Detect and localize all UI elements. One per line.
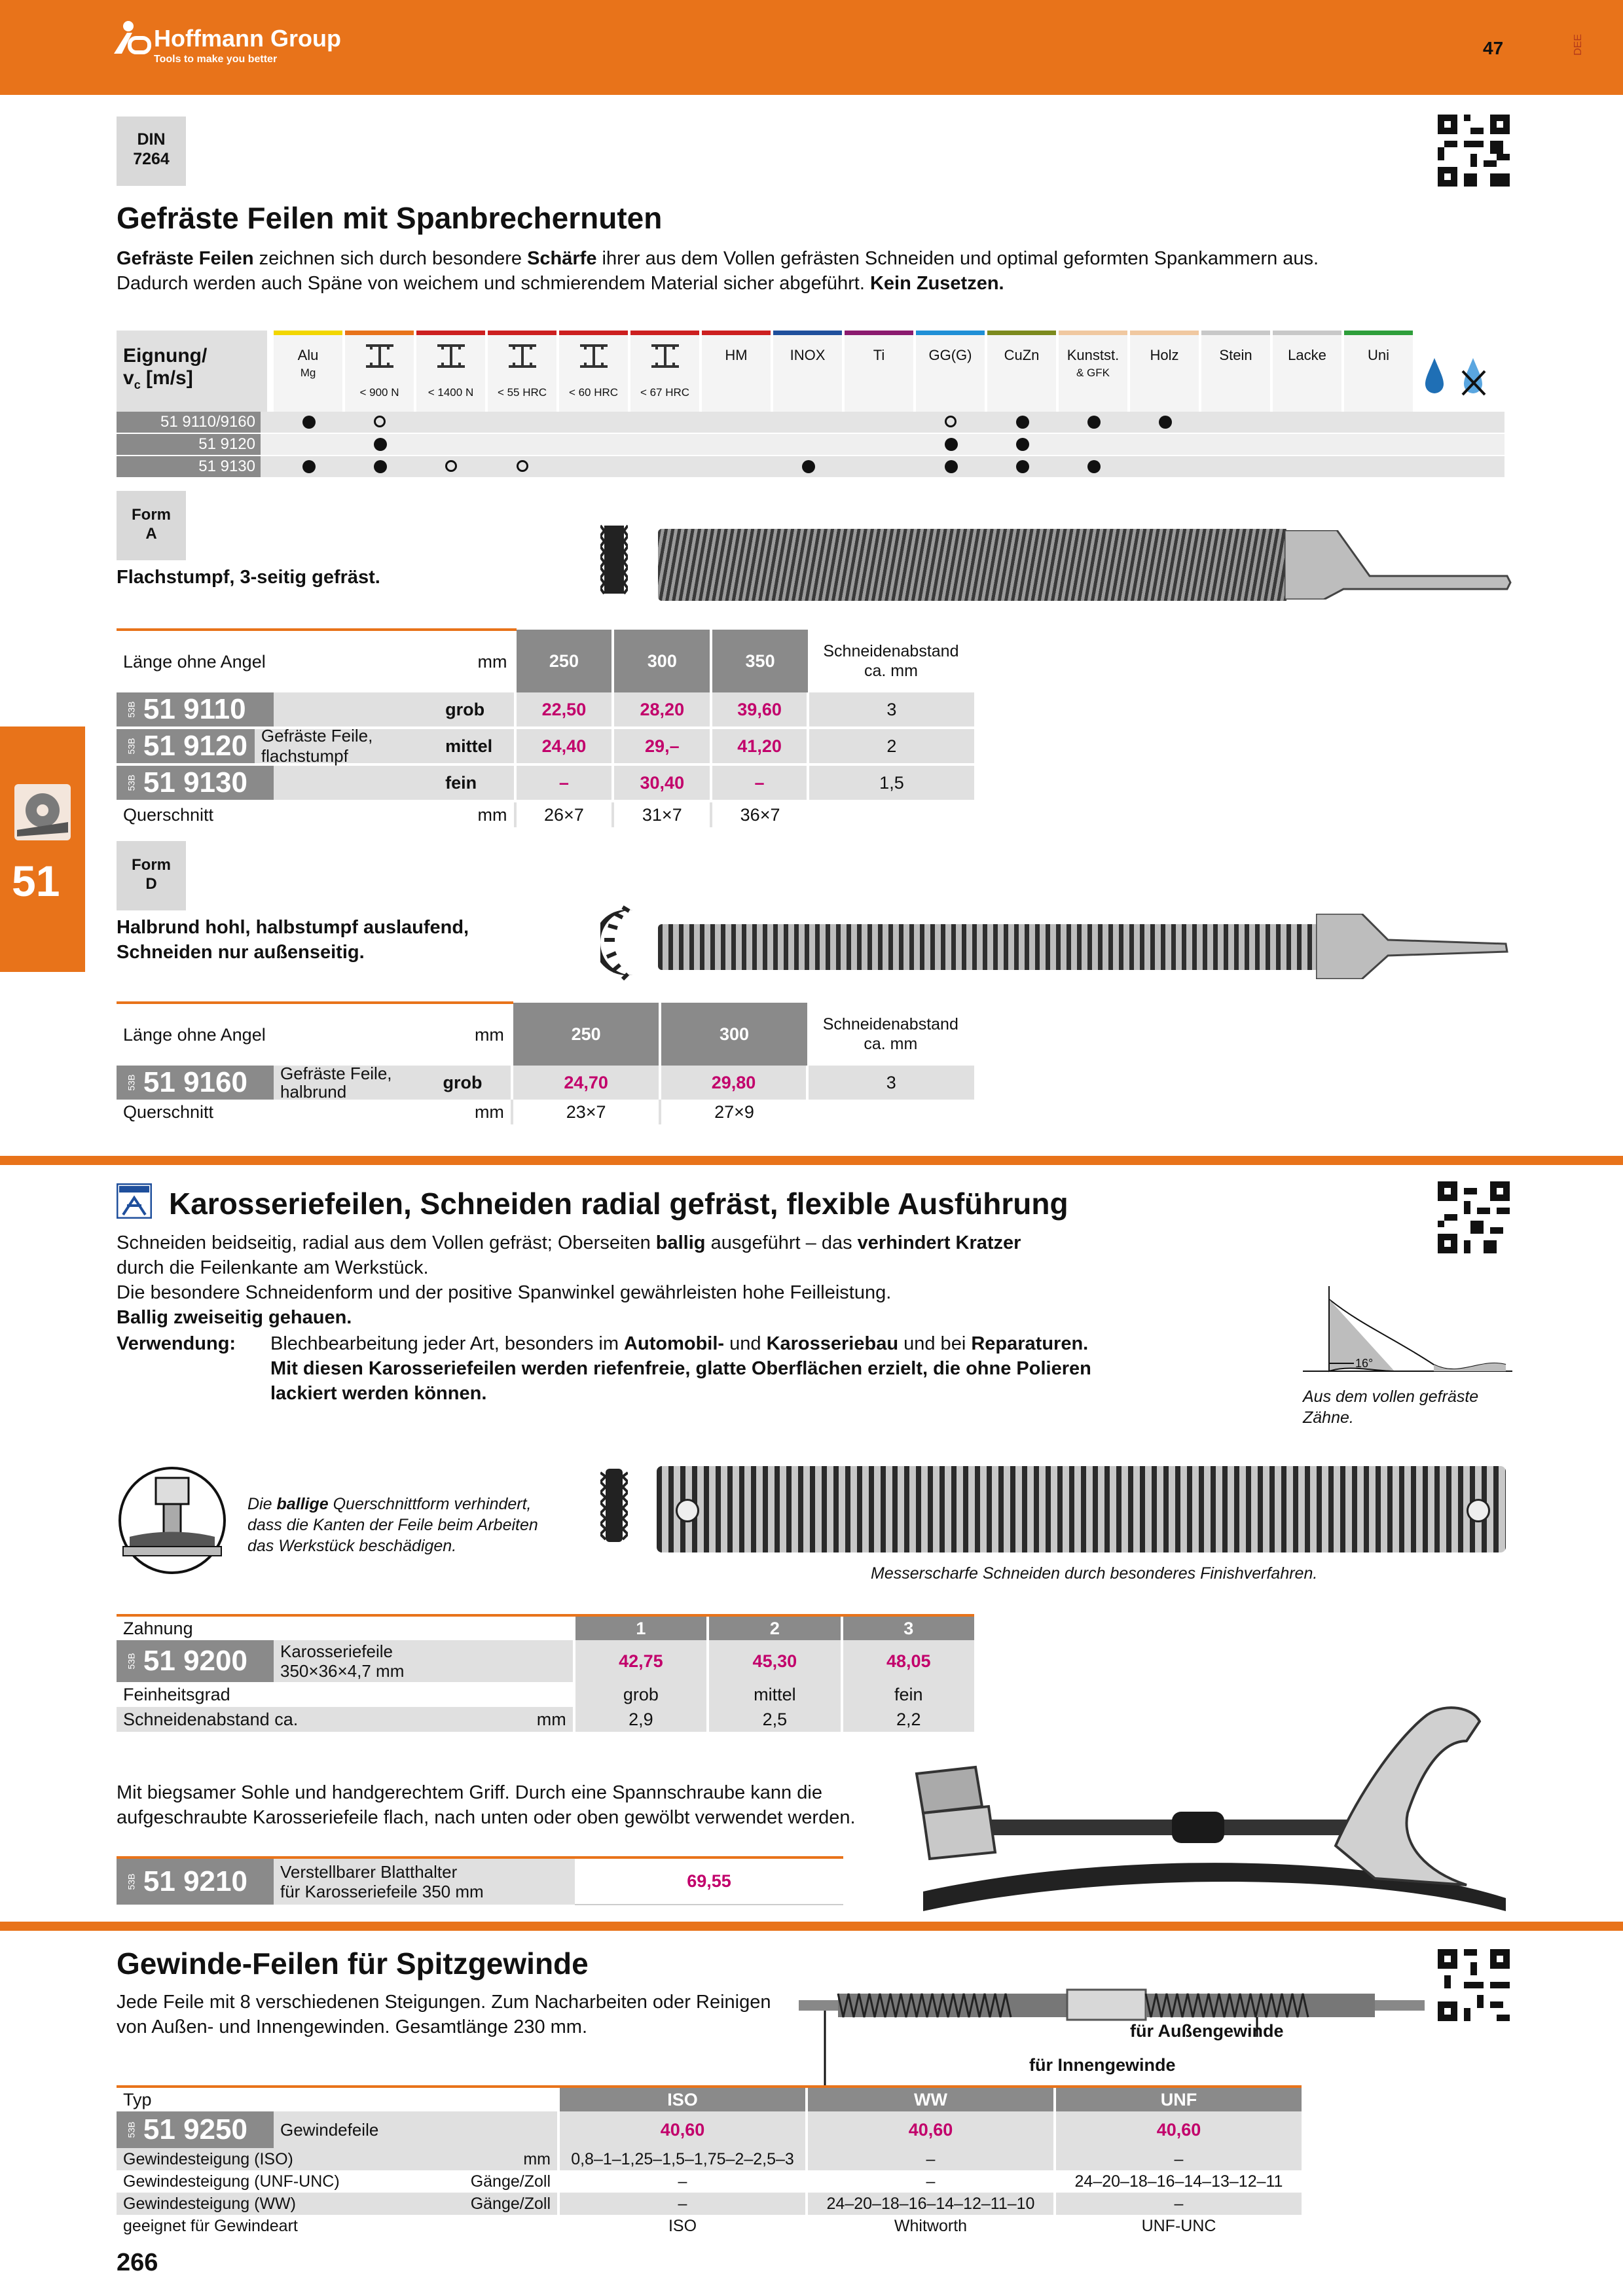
suitable-dot-icon — [945, 438, 958, 451]
table-row[interactable] — [117, 764, 974, 801]
form-d-letter: D — [145, 875, 157, 893]
fein-label: Feinheitsgrad — [123, 1684, 230, 1704]
size-250: 250 — [515, 630, 613, 692]
table-row — [117, 2170, 1302, 2193]
suitability-col-sub: < 60 HRC — [568, 386, 619, 399]
size-350: 350 — [711, 630, 808, 692]
thread-row-value: – — [1055, 2193, 1302, 2215]
suitability-col-sub: < 900 N — [359, 386, 399, 399]
thread-row-value: – — [807, 2170, 1055, 2193]
holder-name-line2: für Karosseriefeile 350 mm — [280, 1882, 484, 1901]
cross-section-250: 23×7 — [512, 1100, 660, 1124]
spacing-value: 3 — [808, 692, 974, 728]
article-prefix: 53B — [126, 774, 137, 791]
suitability-col-sub: & GFK — [1076, 367, 1110, 379]
article-cell[interactable] — [117, 764, 439, 801]
body-file-hole-left — [676, 1499, 699, 1522]
article-number-9250: 51 9250 — [143, 2113, 247, 2145]
article-cell[interactable] — [117, 1066, 436, 1100]
article-cell-9200[interactable] — [117, 1640, 574, 1682]
half-round-file-tang-image — [1316, 914, 1512, 982]
price-9200-2: 45,30 — [708, 1640, 841, 1682]
article-number: 51 9120 — [143, 730, 247, 762]
suitable-dot-icon — [1016, 438, 1029, 451]
suitability-col-name: GG(G) — [928, 347, 972, 363]
section3-title: Gewinde-Feilen für Spitzgewinde — [117, 1946, 589, 1981]
form-d-description — [117, 915, 469, 965]
cut-grade: grob — [439, 692, 515, 728]
suitability-column — [773, 331, 842, 416]
suitability-column — [1130, 331, 1199, 416]
article-number: 51 9110 — [143, 693, 246, 725]
s2-bold-ballig-zweiseitig: Ballig zweiseitig gehauen. — [117, 1307, 352, 1328]
article-cell[interactable] — [117, 692, 439, 728]
din-label: DIN — [137, 130, 166, 149]
tooth-caption-line1: Aus dem vollen gefräste — [1303, 1388, 1479, 1406]
suitability-col-name: Alu — [297, 347, 319, 363]
inner-thread-label: für Innengewinde — [1029, 2055, 1176, 2075]
suitability-column — [1344, 331, 1413, 416]
table-row[interactable] — [117, 692, 974, 728]
holder-text-line2: aufgeschraubte Karosseriefeile flach, nach unten oder oben gewölbt verwendet werden. — [117, 1807, 856, 1828]
body-file-hole-right — [1467, 1499, 1490, 1522]
suitability-label-unit: [m/s] — [140, 367, 193, 389]
price-250: 24,70 — [512, 1066, 660, 1100]
form-d-label: Form — [132, 856, 171, 874]
use-line-3: lackiert werden können. — [270, 1383, 487, 1404]
abstand-label-cell — [117, 1707, 574, 1732]
use-bold-reparaturen: Reparaturen. — [971, 1333, 1089, 1354]
suitability-column — [1201, 331, 1270, 416]
article-number: 51 9130 — [143, 766, 247, 798]
flat-file-profile-icon — [600, 520, 628, 602]
price-9200-3: 48,05 — [842, 1640, 974, 1682]
article-prefix: 53B — [126, 738, 137, 755]
size-300: 300 — [613, 630, 711, 692]
suitability-column — [987, 331, 1056, 416]
price-9210: 69,55 — [575, 1857, 843, 1905]
product-name-9200-line1: Karosseriefeile — [280, 1641, 393, 1661]
cross-section-unit: mm — [474, 1102, 504, 1122]
abstand-label: Schneidenabstand ca. — [123, 1709, 299, 1729]
spacing-value: 1,5 — [808, 764, 974, 801]
din-number: 7264 — [133, 150, 170, 168]
thread-row-value: 0,8–1–1,25–1,5–1,75–2–2,5–3 — [558, 2148, 807, 2170]
holder-name-line1: Verstellbarer Blatthalter — [280, 1862, 458, 1882]
suitable-dot-icon — [1159, 416, 1172, 429]
cross-section-300: 27×9 — [660, 1100, 807, 1124]
conditional-ring-icon — [374, 416, 386, 427]
chapter-tab[interactable] — [0, 726, 85, 972]
body-file-caption: Messerscharfe Schneiden durch besonderes Finishverfahren. — [871, 1564, 1318, 1583]
product-name: Gefräste Feile, flachstumpf — [261, 726, 373, 766]
body-file-table — [117, 1614, 974, 1732]
ballig-caption-rest1: Querschnittform verhindert, — [328, 1495, 532, 1513]
use-line-2: Mit diesen Karosseriefeilen werden riefenfreie, glatte Oberflächen erzielt, die ohne Polieren — [270, 1358, 1091, 1379]
price-cell: – — [515, 764, 613, 801]
suitability-col-name: Kunstst. — [1067, 347, 1120, 363]
article-number-9200: 51 9200 — [143, 1645, 247, 1677]
suitability-col-name: HM — [725, 347, 748, 363]
tooth-angle-diagram — [1303, 1280, 1512, 1381]
suitability-row — [117, 412, 1504, 433]
holder-text-line1: Mit biegsamer Sohle und handgerechtem Griff. Durch eine Spannschraube kann die — [117, 1782, 822, 1803]
cut-grade: grob — [436, 1066, 511, 1100]
form-d-desc-line1: Halbrund hohl, halbstumpf auslaufend, — [117, 917, 469, 938]
conditional-ring-icon — [517, 460, 528, 472]
form-a-table — [117, 628, 974, 827]
suitability-col-name: Lacke — [1288, 347, 1326, 363]
thread-row-value: – — [1055, 2148, 1302, 2170]
price-300: 29,80 — [660, 1066, 807, 1100]
i-beam-icon — [650, 343, 680, 372]
thread-file-image — [799, 1977, 1427, 2098]
suitability-row — [117, 456, 1504, 477]
use-label: Verwendung: — [117, 1333, 236, 1354]
suitable-dot-icon — [945, 460, 958, 473]
i-beam-icon — [507, 343, 538, 372]
suitability-column — [416, 331, 485, 416]
suitable-dot-icon — [1087, 460, 1101, 473]
article-cell-9210[interactable] — [117, 1857, 575, 1905]
i-beam-icon — [579, 343, 609, 372]
section2-title: Karosseriefeilen, Schneiden radial gefräst, flexible Ausführung — [169, 1187, 1068, 1221]
table-row — [117, 2215, 1302, 2237]
conditional-ring-icon — [945, 416, 957, 427]
suitability-col-sub: Mg — [300, 367, 316, 379]
price-9200-1: 42,75 — [574, 1640, 708, 1682]
article-prefix: 53B — [126, 1074, 137, 1091]
thread-row-value: 24–20–18–16–14–13–12–11 — [1055, 2170, 1302, 2193]
suitability-col-sub: < 67 HRC — [640, 386, 690, 399]
cut-grade: mittel — [439, 728, 515, 764]
length-unit: mm — [439, 630, 515, 692]
article-prefix-9210: 53B — [126, 1873, 137, 1890]
price-unf: 40,60 — [1055, 2111, 1302, 2148]
suitability-column — [845, 331, 913, 416]
form-d-desc-line2: Schneiden nur außenseitig. — [117, 942, 365, 963]
table-row — [117, 2193, 1302, 2215]
s2-text-1c: ausgeführt – das — [705, 1232, 858, 1253]
flat-file-image — [658, 529, 1286, 601]
section2-description — [117, 1230, 1230, 1330]
holder-description — [117, 1780, 902, 1830]
price-cell: 41,20 — [711, 728, 808, 764]
intro-bold-3: Kein Zusetzen. — [869, 273, 1004, 294]
product-name-line2: halbrund — [280, 1082, 347, 1102]
abstand-3: 2,2 — [842, 1707, 974, 1732]
suitability-label-line1: Eignung/ — [123, 345, 208, 367]
suitability-row-label: 51 9120 — [117, 434, 261, 455]
suitable-dot-icon — [1016, 416, 1029, 429]
conditional-ring-icon — [445, 460, 457, 472]
type-iso: ISO — [558, 2087, 807, 2111]
cross-section-value: 36×7 — [711, 801, 808, 827]
thread-row-value: ISO — [558, 2215, 807, 2237]
price-cell: 29,– — [613, 728, 711, 764]
form-d-badge — [117, 841, 186, 910]
suitability-row-label: 51 9130 — [117, 456, 261, 477]
s2-bold-kratzer: verhindert Kratzer — [857, 1232, 1021, 1253]
section-divider-1 — [0, 1156, 1623, 1165]
tooth-caption — [1303, 1386, 1478, 1428]
language-code: DEE — [1573, 34, 1584, 56]
spacing-header: Schneidenabstand ca. mm — [823, 642, 959, 680]
intro-text-3: Dadurch werden auch Späne von weichem und schmierendem Material sicher abgeführt. — [117, 273, 870, 294]
abstand-2: 2,5 — [708, 1707, 841, 1732]
suitability-row-label: 51 9110/9160 — [117, 412, 261, 433]
cross-section-unit: mm — [477, 804, 507, 825]
thread-row-value: 24–20–18–16–14–12–11–10 — [807, 2193, 1055, 2215]
suitability-column — [702, 331, 771, 416]
intro-bold-1: Gefräste Feilen — [117, 248, 254, 269]
intro-bold-2: Schärfe — [527, 248, 597, 269]
product-name-9250: Gewindefeile — [280, 2119, 379, 2140]
brand-logo[interactable] — [154, 25, 341, 65]
cut-grade: fein — [439, 764, 515, 801]
suitability-col-name: CuZn — [1004, 347, 1040, 363]
dry-drop-icon — [1459, 357, 1487, 399]
cross-section-row — [117, 801, 974, 827]
saw-blade-icon — [14, 784, 71, 840]
price-cell: 24,40 — [515, 728, 613, 764]
suitability-col-sub: < 55 HRC — [497, 386, 547, 399]
suitability-column — [630, 331, 699, 416]
ballig-caption-rest3: das Werkstück beschädigen. — [247, 1537, 457, 1555]
form-a-letter: A — [145, 525, 157, 543]
zahnung-3: 3 — [842, 1615, 974, 1640]
ballig-caption-rest2: dass die Kanten der Feile beim Arbeiten — [247, 1516, 538, 1534]
qr-code-icon-3[interactable] — [1438, 1949, 1510, 2021]
suitability-col-name: Holz — [1150, 347, 1179, 363]
fein-3: fein — [842, 1682, 974, 1707]
thread-row-unit: Gänge/Zoll — [470, 2172, 551, 2191]
suitability-label-v: v — [123, 367, 134, 389]
s2-text-2: durch die Feilenkante am Werkstück. — [117, 1257, 429, 1278]
section1-title: Gefräste Feilen mit Spanbrechernuten — [117, 201, 663, 235]
abstand-unit: mm — [536, 1709, 566, 1729]
suitable-dot-icon — [1087, 416, 1101, 429]
page-number-bottom: 266 — [117, 2249, 158, 2276]
article-prefix-9200: 53B — [126, 1653, 137, 1670]
typ-label: Typ — [117, 2087, 558, 2111]
abstand-1: 2,9 — [574, 1707, 708, 1732]
empty-cell — [808, 801, 974, 827]
price-iso: 40,60 — [558, 2111, 807, 2148]
use-text-c: und — [724, 1333, 767, 1354]
suitability-col-name: INOX — [790, 347, 826, 363]
size-d-300: 300 — [660, 1003, 807, 1066]
thread-row-value: UNF-UNC — [1055, 2215, 1302, 2237]
suitability-column — [1059, 331, 1127, 416]
cross-section-value: 31×7 — [613, 801, 711, 827]
suitability-column — [488, 331, 556, 416]
price-cell: 39,60 — [711, 692, 808, 728]
use-text-a: Blechbearbeitung jeder Art, besonders im — [270, 1333, 625, 1354]
suitable-dot-icon — [802, 460, 815, 473]
thread-row-unit — [426, 2215, 558, 2237]
section3-description — [117, 1990, 804, 2039]
use-bold-karosseriebau: Karosseriebau — [766, 1333, 899, 1354]
dealer-icon — [117, 1183, 152, 1222]
suitable-dot-icon — [374, 460, 387, 473]
empty-cell — [807, 1100, 974, 1124]
price-cell: 30,40 — [613, 764, 711, 801]
section1-intro — [117, 246, 1360, 296]
suitability-col-name: Uni — [1367, 347, 1389, 363]
outer-thread-label: für Außengewinde — [1130, 2021, 1284, 2041]
suitable-dot-icon — [1016, 460, 1029, 473]
price-cell: – — [711, 764, 808, 801]
use-text-e: und bei — [898, 1333, 972, 1354]
suitability-label — [123, 345, 207, 396]
section-divider-2 — [0, 1922, 1623, 1931]
brand-name: Hoffmann Group — [154, 25, 341, 52]
use-text — [270, 1331, 1252, 1406]
use-bold-automobil: Automobil- — [624, 1333, 725, 1354]
thread-row-value: – — [558, 2193, 807, 2215]
suitable-dot-icon — [302, 460, 316, 473]
form-d-table — [117, 1001, 974, 1124]
spacing-value: 3 — [807, 1066, 974, 1100]
type-unf: UNF — [1055, 2087, 1302, 2111]
article-prefix-9250: 53B — [126, 2121, 137, 2138]
fein-1: grob — [574, 1682, 708, 1707]
suitability-row — [117, 434, 1504, 455]
flat-file-tang-image — [1285, 530, 1514, 603]
zahnung-2: 2 — [708, 1615, 841, 1640]
body-file-image — [657, 1466, 1506, 1552]
cross-section-value: 26×7 — [515, 801, 613, 827]
length-label-d: Länge ohne Angel — [117, 1003, 436, 1066]
thread-row-label: Gewindesteigung (WW) — [117, 2193, 426, 2215]
article-cell[interactable] — [117, 728, 439, 764]
tooth-caption-line2: Zähne. — [1303, 1408, 1354, 1427]
angle-label: 16° — [1355, 1357, 1374, 1370]
suitability-col-name: Ti — [873, 347, 885, 363]
ballig-caption-pre: Die — [247, 1495, 277, 1513]
table-row[interactable] — [117, 728, 974, 764]
thread-row-unit: Gänge/Zoll — [426, 2193, 558, 2215]
thread-file-table — [117, 2085, 1302, 2237]
intro-text-2: ihrer aus dem Vollen gefrästen Schneiden und optimal geformten Spankammern aus. — [596, 248, 1319, 269]
chapter-number: 51 — [12, 857, 60, 905]
suitable-dot-icon — [302, 416, 316, 429]
form-a-description: Flachstumpf, 3-seitig gefräst. — [117, 567, 380, 588]
s2-text-3: Die besondere Schneidenform und der positive Spanwinkel gewährleisten hohe Feilleistung. — [117, 1282, 892, 1303]
thread-row-label: Gewindesteigung (UNF-UNC) — [123, 2172, 340, 2191]
article-cell-9250[interactable] — [117, 2111, 558, 2148]
half-round-file-image — [658, 924, 1319, 970]
blade-holder-image — [903, 1695, 1512, 1934]
length-label: Länge ohne Angel — [117, 630, 439, 692]
suitability-column — [274, 331, 342, 416]
brand-tagline: Tools to make you better — [154, 54, 278, 65]
s2-bold-ballig: ballig — [655, 1232, 706, 1253]
product-name-9200-line2: 350×36×4,7 mm — [280, 1661, 405, 1681]
suitability-col-name: Stein — [1219, 347, 1252, 363]
article-number-9210: 51 9210 — [143, 1865, 247, 1897]
ballig-caption-bold: ballige — [276, 1495, 329, 1513]
i-beam-icon — [436, 343, 466, 372]
size-d-250: 250 — [512, 1003, 660, 1066]
spacing-value: 2 — [808, 728, 974, 764]
thread-row-label: geeignet für Gewindeart — [123, 2216, 298, 2235]
form-a-badge — [117, 491, 186, 560]
page-number-top: 47 — [1483, 38, 1504, 58]
intro-text-1: zeichnen sich durch besondere — [253, 248, 528, 269]
cross-section-label: Querschnitt — [123, 804, 214, 825]
suitability-table — [117, 331, 1504, 478]
thread-row-unit: mm — [426, 2148, 558, 2170]
price-cell: 28,20 — [613, 692, 711, 728]
ballig-section-diagram — [117, 1465, 228, 1579]
thread-row-value: – — [807, 2148, 1055, 2170]
spacing-header-d: Schneidenabstand ca. mm — [822, 1015, 958, 1053]
price-ww: 40,60 — [807, 2111, 1055, 2148]
article-number: 51 9160 — [143, 1066, 247, 1098]
hoffmann-logo-icon — [113, 20, 152, 56]
length-unit-d: mm — [436, 1003, 511, 1066]
thread-row-value: – — [558, 2170, 807, 2193]
din-badge — [117, 117, 186, 186]
type-ww: WW — [807, 2087, 1055, 2111]
price-cell: 22,50 — [515, 692, 613, 728]
product-name-line1: Gefräste Feile, — [280, 1064, 392, 1083]
qr-code-icon-2[interactable] — [1438, 1181, 1510, 1253]
thread-row-value: Whitworth — [807, 2215, 1055, 2237]
fein-2: mittel — [708, 1682, 841, 1707]
article-prefix: 53B — [126, 701, 137, 718]
half-round-profile-icon — [600, 903, 640, 985]
holder-table — [117, 1856, 843, 1905]
s3-text-1: Jede Feile mit 8 verschiedenen Steigungen. Zum Nacharbeiten oder Reinigen — [117, 1992, 771, 2013]
suitability-label-sub: c — [134, 378, 141, 391]
suitable-dot-icon — [374, 438, 387, 451]
suitability-col-sub: < 1400 N — [428, 386, 474, 399]
ballig-caption — [247, 1494, 538, 1556]
suitability-column — [345, 331, 414, 416]
zahnung-label: Zahnung — [117, 1615, 574, 1640]
s2-text-1a: Schneiden beidseitig, radial aus dem Vollen gefräst; Oberseiten — [117, 1232, 656, 1253]
suitability-column — [916, 331, 985, 416]
zahnung-1: 1 — [574, 1615, 708, 1640]
suitability-column — [559, 331, 628, 416]
table-row — [117, 2148, 1302, 2170]
coolant-drop-icon — [1423, 357, 1446, 399]
qr-code-icon[interactable] — [1438, 115, 1510, 187]
thread-row-label: Gewindesteigung (ISO) — [117, 2148, 426, 2170]
i-beam-icon — [365, 343, 395, 372]
cross-section-label: Querschnitt — [123, 1102, 214, 1122]
suitability-column — [1273, 331, 1341, 416]
body-file-profile-icon — [600, 1466, 628, 1548]
form-a-label: Form — [132, 506, 171, 524]
s3-text-2: von Außen- und Innengewinden. Gesamtlänge 230 mm. — [117, 2017, 588, 2037]
